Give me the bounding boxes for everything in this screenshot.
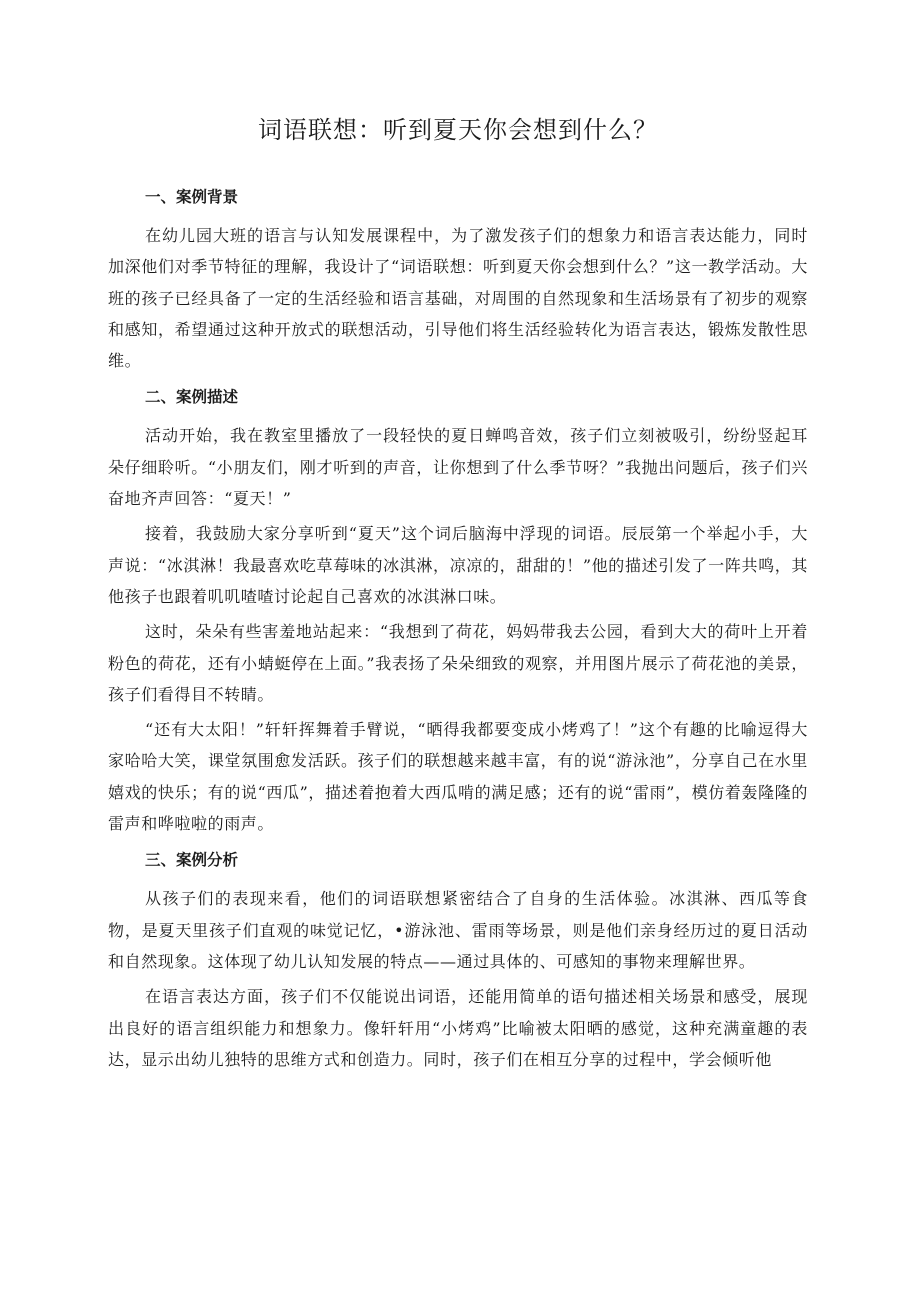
section-description: [108, 380, 808, 839]
paragraph: 在幼儿园大班的语言与认知发展课程中，为了激发孩子们的想象力和语言表达能力，同时加深他们对季节特征的理解，我设计了“词语联想：听到夏天你会想到什么？”这一教学活动。大班的孩子已经具备了一定的生活经验和语言基础，对周围的自然现象和生活场景有了初步的观察和感知，希望通过这种开放式的联想活动，引导他们将生活经验转化为语言表达，锻炼发散性思维。: [108, 226, 808, 371]
section-background: [108, 180, 808, 376]
paragraph: 接着，我鼓励大家分享听到“夏天”这个词后脑海中浮现的词语。辰辰第一个举起小手，大声说：“冰淇淋！我最喜欢吃草莓味的冰淇淋，凉凉的，甜甜的！”他的描述引发了一阵共鸣，其他孩子也跟着叽叽喳喳讨论起自己喜欢的冰淇淋口味。: [108, 524, 808, 606]
paragraph: 活动开始，我在教室里播放了一段轻快的夏日蝉鸣音效，孩子们立刻被吸引，纷纷竖起耳朵仔细聆听。“小朋友们，刚才听到的声音，让你想到了什么季节呀？”我抛出问题后，孩子们兴奋地齐声回答：“夏天！”: [108, 426, 808, 509]
paragraph: “还有大太阳！”轩轩挥舞着手臂说，“晒得我都要变成小烤鸡了！”这个有趣的比喻逗得大家哈哈大笑，课堂氛围愈发活跃。孩子们的联想越来越丰富，有的说“游泳池”，分享自己在水里嬉戏的快乐；有的说“西瓜”，描述着抱着大西瓜啃的满足感；还有的说“雷雨”，模仿着轰隆隆的雷声和哗啦啦的雨声。: [108, 720, 808, 834]
section-analysis: [108, 843, 808, 1075]
section-heading: 二、案例描述: [145, 388, 239, 407]
section-heading: 一、案例背景: [145, 188, 239, 206]
document-page: [108, 110, 808, 1079]
document-title: 词语联想：听到夏天你会想到什么？: [258, 116, 658, 144]
paragraph: 从孩子们的表现来看，他们的词语联想紧密结合了自身的生活体验。冰淇淋、西瓜等食物，是夏天里孩子们直观的味觉记忆，•游泳池、雷雨等场景，则是他们亲身经历过的夏日活动和自然现象。这体现了幼儿认知发展的特点——通过具体的、可感知的事物来理解世界。: [108, 889, 808, 971]
paragraph: 在语言表达方面，孩子们不仅能说出词语，还能用简单的语句描述相关场景和感受，展现出良好的语言组织能力和想象力。像轩轩用“小烤鸡”比喻被太阳晒的感觉，这种充满童趣的表达，显示出幼儿独特的思维方式和创造力。同时，孩子们在相互分享的过程中，学会倾听他: [108, 987, 808, 1069]
paragraph: 这时，朵朵有些害羞地站起来：“我想到了荷花，妈妈带我去公园，看到大大的荷叶上开着粉色的荷花，还有小蜻蜓停在上面。”我表扬了朵朵细致的观察，并用图片展示了荷花池的美景，孩子们看得目不转睛。: [108, 622, 808, 704]
section-heading: 三、案例分析: [145, 851, 239, 870]
